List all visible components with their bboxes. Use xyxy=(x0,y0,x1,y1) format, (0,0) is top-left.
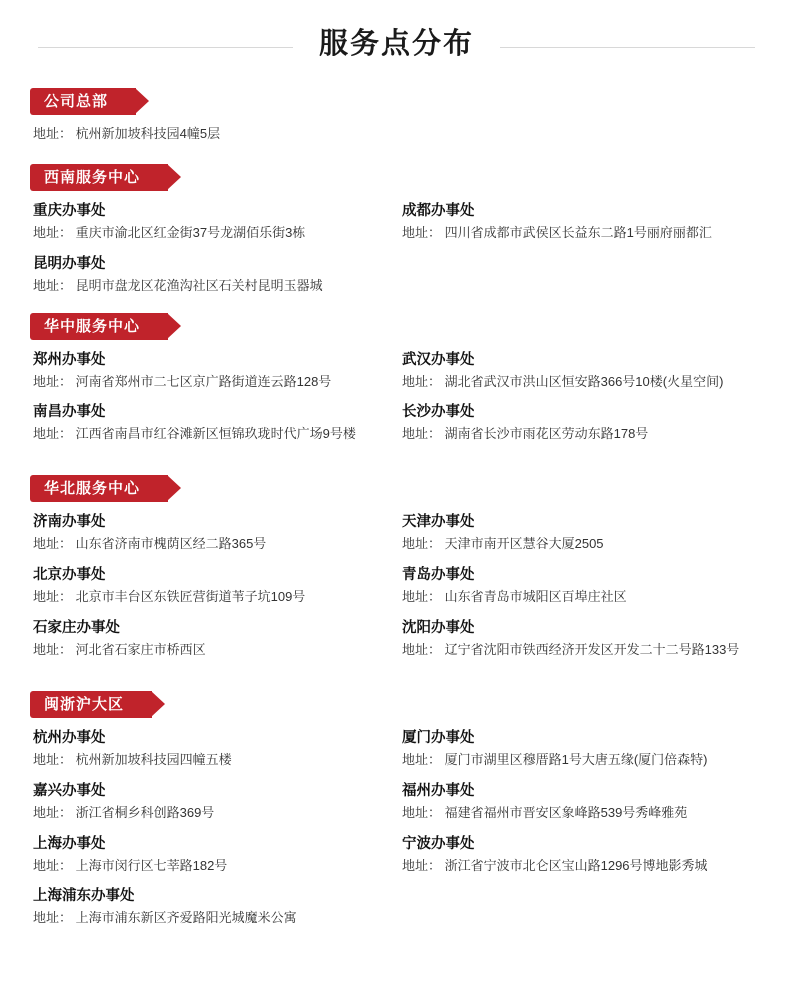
section-header xyxy=(30,313,168,340)
office-name: 重庆办事处 xyxy=(33,202,106,219)
office-item xyxy=(33,125,402,144)
office-address: 地址： 昆明市盘龙区花渔沟社区石关村昆明玉器城 xyxy=(33,277,323,293)
office-address: 地址： 上海市闵行区七莘路182号 xyxy=(33,857,228,873)
office-address: 地址： 天津市南开区慧谷大厦2505 xyxy=(402,536,604,552)
spacer xyxy=(30,461,763,475)
section-tag-label: 公司总部 xyxy=(30,88,136,115)
office-name: 石家庄办事处 xyxy=(33,620,120,636)
office-name: 北京办事处 xyxy=(33,567,106,584)
office-item xyxy=(402,618,763,660)
office-name: 沈阳办事处 xyxy=(402,620,475,636)
office-list xyxy=(30,512,763,671)
office-item-empty xyxy=(402,254,763,296)
office-item xyxy=(402,402,763,444)
office-item xyxy=(33,781,402,823)
office-address: 地址： 江西省南昌市红谷滩新区恒锦玖珑时代广场9号楼 xyxy=(33,426,356,442)
office-name: 上海办事处 xyxy=(33,835,106,852)
office-item xyxy=(402,565,763,607)
office-item xyxy=(402,350,763,392)
office-name: 成都办事处 xyxy=(402,202,475,219)
office-name: 郑州办事处 xyxy=(33,351,106,368)
office-name: 济南办事处 xyxy=(33,514,106,531)
office-list xyxy=(30,728,763,939)
office-address: 地址： 四川省成都市武侯区长益东二路1号丽府丽都汇 xyxy=(402,224,712,240)
office-item xyxy=(402,728,763,770)
office-name: 青岛办事处 xyxy=(402,567,475,584)
office-item-empty xyxy=(402,886,763,928)
office-address: 地址： 辽宁省沈阳市铁西经济开发区开发二十二号路133号 xyxy=(402,642,740,658)
office-address: 地址： 浙江省桐乡科创路369号 xyxy=(33,804,215,820)
office-item xyxy=(402,834,763,876)
page-header xyxy=(30,0,763,88)
office-name: 嘉兴办事处 xyxy=(33,782,106,799)
office-address: 地址： 北京市丰台区东铁匠营街道苇子坑109号 xyxy=(33,589,306,605)
office-address: 地址： 河南省郑州市二七区京广路街道连云路128号 xyxy=(33,373,332,389)
office-address: 地址： 湖南省长沙市雨花区劳动东路178号 xyxy=(402,426,649,442)
office-list xyxy=(30,201,763,307)
office-address: 地址： 河北省石家庄市桥西区 xyxy=(33,642,206,658)
office-address: 地址： 福建省福州市晋安区象峰路539号秀峰雅苑 xyxy=(402,804,688,820)
office-address: 地址： 山东省青岛市城阳区百埠庄社区 xyxy=(402,589,627,605)
section-tag-label: 西南服务中心 xyxy=(30,164,168,191)
office-name: 天津办事处 xyxy=(402,514,475,531)
office-item xyxy=(33,834,402,876)
office-address: 地址： 杭州新加坡科技园四幢五楼 xyxy=(33,751,232,767)
section-header xyxy=(30,475,168,502)
section-fujian-zhejiang-shanghai xyxy=(30,691,763,939)
office-name: 福州办事处 xyxy=(402,782,475,799)
spacer xyxy=(30,150,763,164)
office-name: 武汉办事处 xyxy=(402,351,475,368)
office-item xyxy=(33,402,402,444)
office-name: 上海浦东办事处 xyxy=(33,888,135,905)
section-header xyxy=(30,691,152,718)
office-list xyxy=(30,125,763,144)
office-name: 宁波办事处 xyxy=(402,835,475,852)
section-headquarters xyxy=(30,88,763,144)
office-address: 地址： 山东省济南市槐荫区经二路365号 xyxy=(33,536,267,552)
page-title: 服务点分布 xyxy=(293,30,500,59)
section-tag-label: 闽浙沪大区 xyxy=(30,691,152,718)
office-name: 杭州办事处 xyxy=(33,729,106,746)
section-north-china xyxy=(30,475,763,671)
office-address: 地址： 上海市浦东新区齐爱路阳光城魔米公寓 xyxy=(33,910,297,926)
spacer xyxy=(30,677,763,691)
office-address: 地址： 重庆市渝北区红金街37号龙湖佰乐街3栋 xyxy=(33,224,306,240)
office-item xyxy=(33,886,402,928)
office-list xyxy=(30,350,763,456)
office-address: 地址： 浙江省宁波市北仑区宝山路1296号博地影秀城 xyxy=(402,857,708,873)
office-item xyxy=(402,781,763,823)
section-header xyxy=(30,88,136,115)
office-name: 昆明办事处 xyxy=(33,255,106,272)
office-item xyxy=(33,201,402,243)
office-item xyxy=(33,728,402,770)
office-item xyxy=(402,512,763,554)
office-name: 南昌办事处 xyxy=(33,404,106,421)
section-tag-label: 华中服务中心 xyxy=(30,313,168,340)
office-name: 长沙办事处 xyxy=(402,404,475,421)
office-item xyxy=(33,618,402,660)
office-item xyxy=(33,512,402,554)
office-address: 地址： 厦门市湖里区穆厝路1号大唐五缘(厦门倍森特) xyxy=(402,751,708,767)
office-item xyxy=(33,565,402,607)
office-item xyxy=(402,201,763,243)
office-name: 厦门办事处 xyxy=(402,729,475,746)
section-header xyxy=(30,164,168,191)
section-central-china xyxy=(30,313,763,456)
section-southwest xyxy=(30,164,763,307)
section-tag-label: 华北服务中心 xyxy=(30,475,168,502)
office-address: 地址： 湖北省武汉市洪山区恒安路366号10楼(火星空间) xyxy=(402,373,724,389)
office-item xyxy=(33,350,402,392)
office-item xyxy=(33,254,402,296)
office-address: 地址： 杭州新加坡科技园4幢5层 xyxy=(33,126,221,141)
